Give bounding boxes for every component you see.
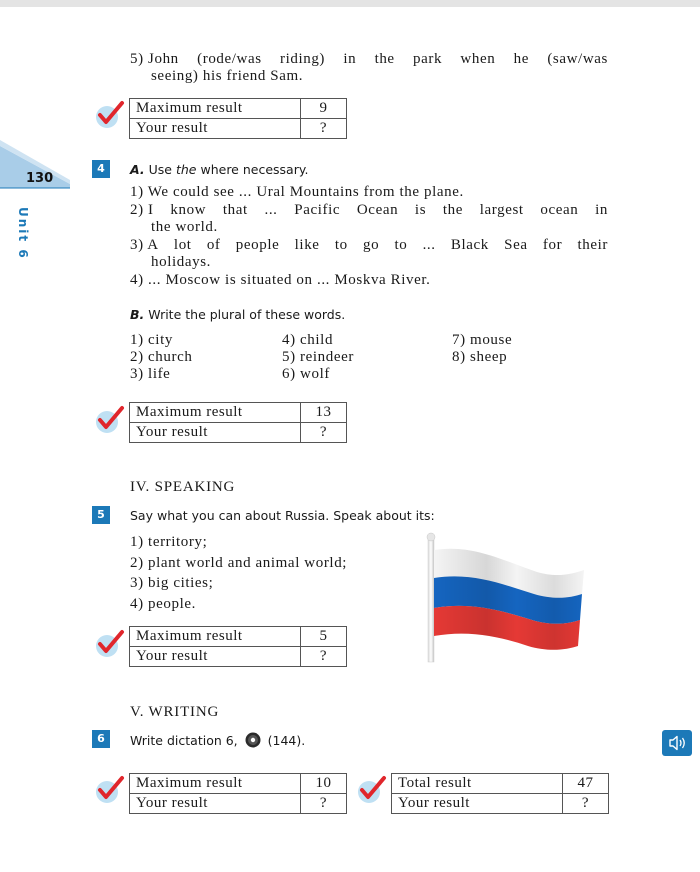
ex4-item-3-line1: 3) A lot of people like to go to ... Black Sea for their — [130, 237, 608, 253]
checkmark-icon — [94, 629, 126, 659]
audio-play-button[interactable] — [662, 730, 692, 756]
your-result-value[interactable]: ? — [301, 647, 347, 667]
ex4-item-4: 4) ... Moscow is situated on ... Moskva River. — [130, 272, 431, 288]
checkmark-icon — [356, 775, 388, 805]
your-result-value[interactable]: ? — [301, 119, 347, 139]
page-number: 130 — [26, 171, 54, 186]
speaking-instruction: Say what you can about Russia. Speak about its: — [130, 508, 435, 523]
max-result-label: Maximum result — [130, 99, 301, 119]
page-tab — [0, 140, 70, 200]
max-result-value: 13 — [301, 403, 347, 423]
section-heading-speaking: IV. SPEAKING — [130, 479, 236, 495]
writing-instruction: Write dictation 6, (144). — [130, 733, 306, 748]
ex4-item-1: 1) We could see ... Ural Mountains from the plane. — [130, 184, 464, 200]
max-result-value: 10 — [301, 774, 347, 794]
your-result-label: Your result — [130, 794, 301, 814]
your-result-label: Your result — [130, 647, 301, 667]
speaker-icon — [662, 730, 692, 756]
max-result-value: 5 — [301, 627, 347, 647]
section-heading-writing: V. WRITING — [130, 704, 220, 720]
russian-flag-image — [422, 532, 588, 664]
your-result-label: Your result — [392, 794, 563, 814]
checkmark-icon — [94, 775, 126, 805]
max-result-label: Maximum result — [130, 403, 301, 423]
your-result-value[interactable]: ? — [301, 423, 347, 443]
result-table-2 — [129, 402, 347, 443]
exercise-number-badge: 5 — [92, 506, 110, 524]
total-result-table — [391, 773, 609, 814]
unit-label: Unit 6 — [16, 207, 30, 260]
max-result-label: Maximum result — [130, 627, 301, 647]
exercise-number-badge: 4 — [92, 160, 110, 178]
plural-words-col3: 7) mouse 8) sheep — [452, 332, 513, 365]
ex4-item-2-line1: 2) I know that ... Pacific Ocean is the largest ocean in — [130, 202, 608, 218]
speaking-items: 1) territory; 2) plant world and animal world; 3) big cities; 4) people. — [130, 534, 348, 612]
plural-words-col2: 4) child 5) reindeer 6) wolf — [282, 332, 354, 382]
top-strip — [0, 0, 700, 7]
checkmark-icon — [94, 100, 126, 130]
total-result-value: 47 — [563, 774, 609, 794]
total-result-label: Total result — [392, 774, 563, 794]
ex4-item-3-line2: holidays. — [151, 254, 211, 270]
max-result-label: Maximum result — [130, 774, 301, 794]
your-result-value[interactable]: ? — [301, 794, 347, 814]
ex4-item-2-line2: the world. — [151, 219, 218, 235]
max-result-value: 9 — [301, 99, 347, 119]
ex3-item5-line1: 5) John (rode/was riding) in the park when he (saw/was — [130, 51, 608, 67]
exercise-number-badge: 6 — [92, 730, 110, 748]
ex3-item5-line2: seeing) his friend Sam. — [151, 68, 304, 84]
result-table-1 — [129, 98, 347, 139]
ex4-part-b-instruction: B. Write the plural of these words. — [130, 307, 346, 322]
your-result-value[interactable]: ? — [563, 794, 609, 814]
result-table-3 — [129, 626, 347, 667]
your-result-label: Your result — [130, 423, 301, 443]
ex4-part-a-instruction: A. Use the where necessary. — [130, 162, 309, 177]
audio-disc-icon — [245, 732, 261, 748]
result-table-4 — [129, 773, 347, 814]
plural-words-col1: 1) city 2) church 3) life — [130, 332, 193, 382]
your-result-label: Your result — [130, 119, 301, 139]
checkmark-icon — [94, 405, 126, 435]
